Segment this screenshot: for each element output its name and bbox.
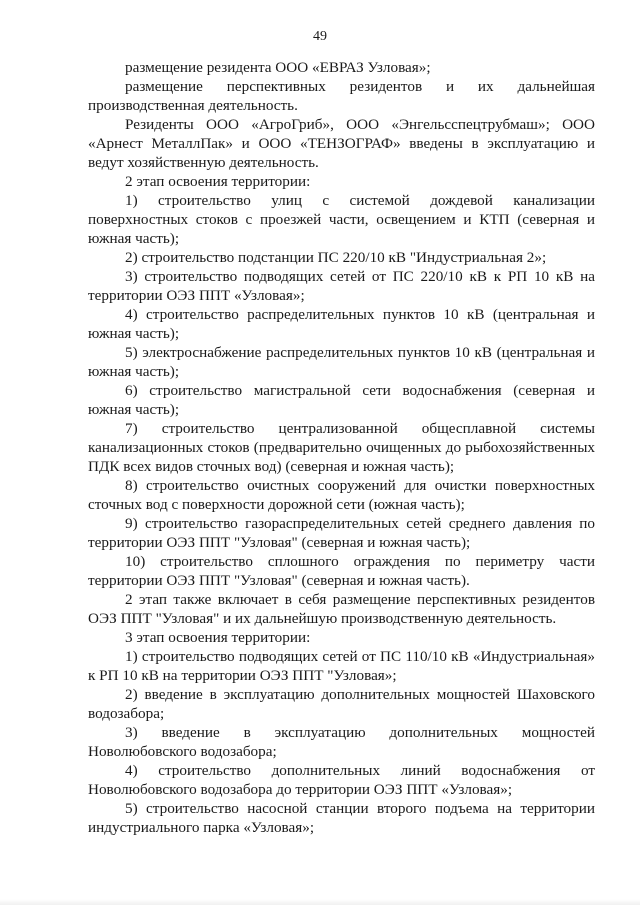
section-heading: 2 этап освоения территории: [125,173,311,190]
list-item: 3) строительство подводящих сетей от ПС 220/10 кВ к РП 10 кВ на территории ОЭЗ ППТ «Узловая»; [88,268,595,304]
list-item: 1) строительство подводящих сетей от ПС 110/10 кВ «Индустриальная» к РП 10 кВ на территории ОЭЗ ППТ "Узловая»; [88,648,595,684]
list-item: 10) строительство сплошного ограждения по периметру части территории ОЭЗ ППТ "Узловая" (северная и южная часть). [88,553,595,589]
paragraph: Резиденты ООО «АгроГриб», ООО «Энгельсспецтрубмаш»; ООО «Арнест МеталлПак» и ООО «ТЕНЗОГРАФ» введены в эксплуатацию и ведут хозяйственную деятельность. [88,116,595,171]
list-item: 2) строительство подстанции ПС 220/10 кВ "Индустриальная 2»; [125,249,547,266]
paragraph: размещение резидента ООО «ЕВРАЗ Узловая»; [125,59,431,76]
list-item: 4) строительство распределительных пунктов 10 кВ (центральная и южная часть); [88,306,595,342]
list-item: 9) строительство газораспределительных сетей среднего давления по территории ОЭЗ ППТ "Узловая" (северная и южная часть); [88,515,595,551]
scan-edge [0,899,640,905]
list-item: 1) строительство улиц с системой дождевой канализации поверхностных стоков с проезжей части, освещением и КТП (северная и южная часть); [88,192,595,247]
paragraph: 2 этап также включает в себя размещение перспективных резидентов ОЭЗ ППТ "Узловая" и их дальнейшую производственную деятельность. [88,591,595,627]
list-item: 4) строительство дополнительных линий водоснабжения от Новолюбовского водозабора до территории ОЭЗ ППТ «Узловая»; [88,762,595,798]
list-item: 2) введение в эксплуатацию дополнительных мощностей Шаховского водозабора; [88,686,595,722]
list-item: 8) строительство очистных сооружений для очистки поверхностных сточных вод с поверхности дорожной сети (южная часть); [88,477,595,513]
document-body [88,58,595,837]
list-item: 6) строительство магистральной сети водоснабжения (северная и южная часть); [88,382,595,418]
page-number: 49 [313,29,327,44]
list-item: 7) строительство централизованной общесплавной системы канализационных стоков (предварительно очищенных до рыбохозяйственных ПДК всех видов сточных вод) (северная и южная часть); [88,420,595,475]
list-item: 5) электроснабжение распределительных пунктов 10 кВ (центральная и южная часть); [88,344,595,380]
list-item: 3) введение в эксплуатацию дополнительных мощностей Новолюбовского водозабора; [88,724,595,760]
list-item: 5) строительство насосной станции второго подъема на территории индустриального парка «Узловая»; [88,800,595,836]
section-heading: 3 этап освоения территории: [125,629,311,646]
paragraph: размещение перспективных резидентов и их дальнейшая производственная деятельность. [88,78,595,114]
